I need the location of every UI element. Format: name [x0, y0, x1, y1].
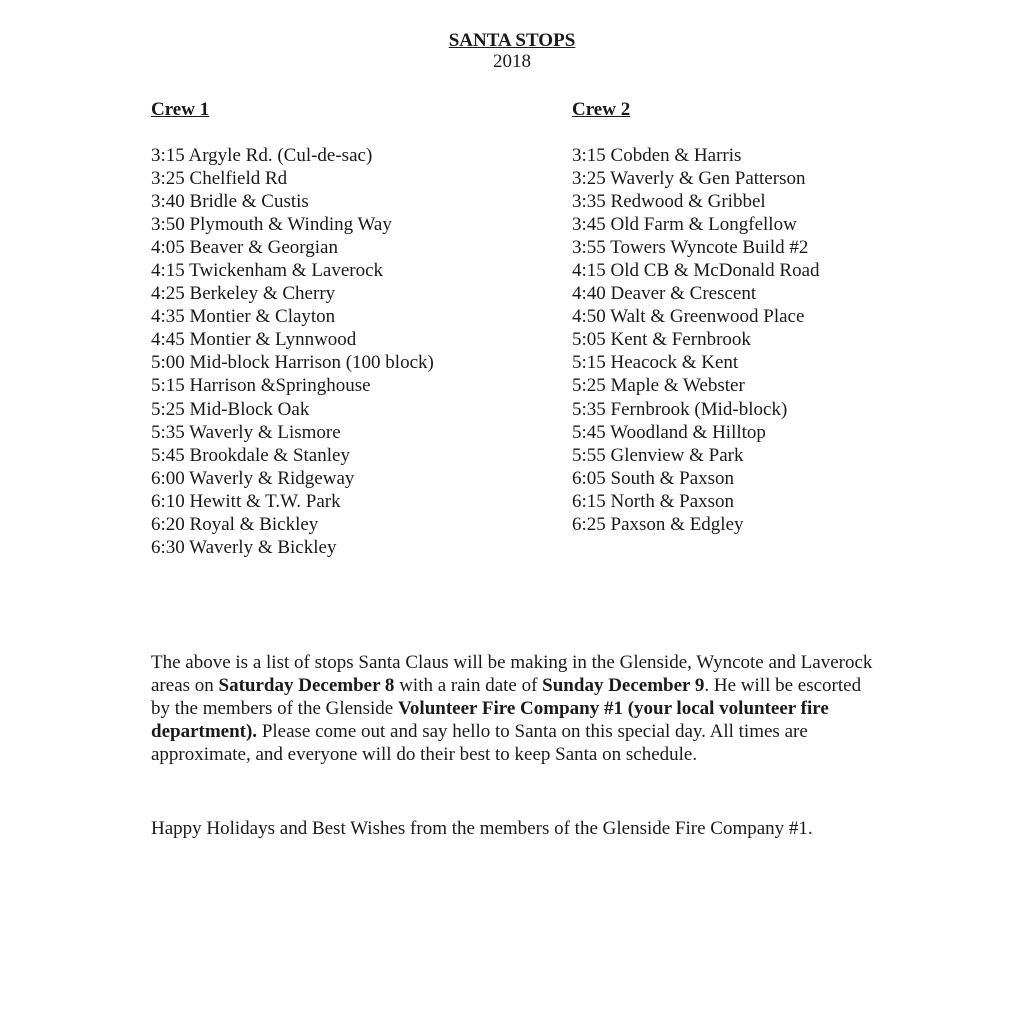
document-year: 2018	[493, 51, 531, 72]
notice-text: with a rain date of	[394, 675, 543, 696]
stop-item: 4:45 Montier & Lynnwood	[151, 329, 357, 351]
crew-2-heading: Crew 2	[572, 99, 631, 120]
stop-item: 3:15 Cobden & Harris	[572, 145, 742, 166]
stop-item: 4:25 Berkeley & Cherry	[151, 283, 336, 305]
notice-paragraph	[151, 651, 876, 766]
stop-item: 3:35 Redwood & Gribbel	[572, 191, 766, 213]
stop-item: 4:15 Twickenham & Laverock	[151, 260, 384, 282]
crew-2-stop-list	[572, 144, 820, 536]
crew-2-column	[572, 99, 820, 536]
stop-item: 6:00 Waverly & Ridgeway	[151, 467, 355, 489]
stop-item: 6:25 Paxson & Edgley	[572, 513, 744, 535]
notice-text: Please come out and say hello to Santa on this special day. All times are approximate, and everyone will do their best to keep Santa on schedule.	[151, 721, 808, 765]
document-title: SANTA STOPS	[448, 30, 576, 51]
stop-item: 5:15 Heacock & Kent	[572, 352, 739, 374]
stop-item: 5:05 Kent & Fernbrook	[572, 329, 751, 351]
stop-item: 5:25 Mid-Block Oak	[151, 398, 310, 420]
crew-1-heading: Crew 1	[151, 99, 210, 120]
stop-item: 6:30 Waverly & Bickley	[151, 536, 337, 558]
stop-item: 5:45 Brookdale & Stanley	[151, 444, 350, 466]
stop-item: 5:55 Glenview & Park	[572, 444, 744, 466]
stop-item: 3:25 Chelfield Rd	[151, 168, 288, 190]
stop-item: 5:35 Waverly & Lismore	[151, 421, 341, 443]
crew-1-stop-list	[151, 144, 434, 559]
stop-item: 6:20 Royal & Bickley	[151, 513, 319, 535]
notice-text: The above is a list of stops Santa Claus will be making in the Glenside, Wyncote and Laverock areas on	[151, 652, 873, 696]
stop-item: 4:50 Walt & Greenwood Place	[572, 306, 805, 328]
stop-item: 5:45 Woodland & Hilltop	[572, 421, 766, 443]
stop-item: 3:25 Waverly & Gen Patterson	[572, 168, 806, 190]
stop-item: 4:35 Montier & Clayton	[151, 306, 336, 328]
stop-item: 4:40 Deaver & Crescent	[572, 283, 757, 305]
stop-item: 3:55 Towers Wyncote Build #2	[572, 237, 809, 259]
stop-item: 5:35 Fernbrook (Mid-block)	[572, 398, 788, 420]
stop-item: 4:15 Old CB & McDonald Road	[572, 260, 820, 282]
stop-item: 4:05 Beaver & Georgian	[151, 237, 338, 259]
stop-item: 3:15 Argyle Rd. (Cul-de-sac)	[151, 145, 373, 166]
stop-item: 6:05 South & Paxson	[572, 467, 735, 489]
stop-item: 5:00 Mid-block Harrison (100 block)	[151, 352, 434, 374]
fire-company-name: Volunteer Fire Company #1 (your local volunteer fire department).	[151, 698, 829, 742]
closing-line: Happy Holidays and Best Wishes from the members of the Glenside Fire Company #1.	[151, 818, 813, 839]
stop-item: 6:10 Hewitt & T.W. Park	[151, 490, 341, 512]
crew-1-column	[151, 99, 434, 559]
stop-item: 5:15 Harrison &Springhouse	[151, 375, 371, 397]
stop-item: 5:25 Maple & Webster	[572, 375, 745, 397]
primary-date: Saturday December 8	[218, 675, 395, 696]
stop-item: 3:45 Old Farm & Longfellow	[572, 214, 797, 236]
stop-item: 3:40 Bridle & Custis	[151, 191, 309, 213]
stop-item: 6:15 North & Paxson	[572, 490, 735, 512]
notice-text: . He will be escorted by the members of the Glenside	[151, 675, 862, 719]
stop-item: 3:50 Plymouth & Winding Way	[151, 214, 392, 236]
rain-date: Sunday December 9	[542, 675, 705, 696]
